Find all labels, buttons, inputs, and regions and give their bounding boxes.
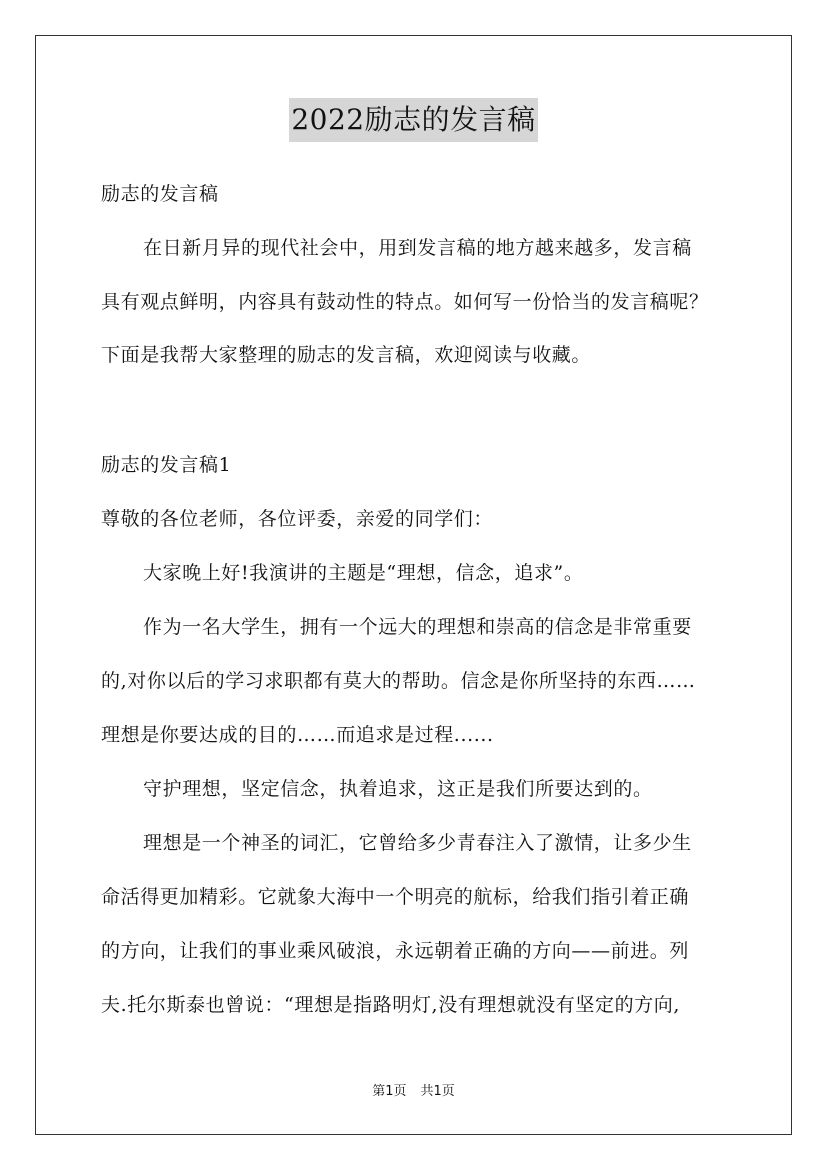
intro-line-3: 下面是我帮大家整理的励志的发言稿，欢迎阅读与收藏。 — [101, 344, 592, 366]
page-footer — [0, 1084, 827, 1100]
speech-heading: 励志的发言稿1 — [101, 454, 232, 476]
salutation: 尊敬的各位老师，各位评委，亲爱的同学们： — [101, 508, 494, 530]
document-title: 2022励志的发言稿 — [289, 98, 537, 142]
para4-line-2: 命活得更加精彩。它就象大海中一个明亮的航标，给我们指引着正确 — [101, 886, 690, 908]
para2-line-3: 理想是你要达成的目的……而追求是过程...... — [101, 724, 494, 746]
intro-line-2: 具有观点鲜明，内容具有鼓动性的特点。如何写一份恰当的发言稿呢？ — [101, 291, 709, 313]
para4-line-3: 的方向，让我们的事业乘风破浪，永远朝着正确的方向——前进。列 — [101, 940, 690, 962]
para2-line-1: 作为一名大学生，拥有一个远大的理想和崇高的信念是非常重要 — [143, 616, 692, 638]
para4-line-4: 夫.托尔斯泰也曾说：“理想是指路明灯,没有理想就没有坚定的方向, — [101, 994, 681, 1016]
title-container — [0, 98, 827, 142]
para3-line: 守护理想，坚定信念，执着追求，这正是我们所要达到的。 — [143, 778, 653, 800]
greeting-line: 大家晚上好!我演讲的主题是“理想，信念，追求”。 — [143, 562, 584, 584]
page-number: 第1页 — [372, 1084, 407, 1099]
page-total: 共1页 — [420, 1084, 455, 1099]
intro-line-1: 在日新月异的现代社会中，用到发言稿的地方越来越多，发言稿 — [143, 237, 692, 259]
para4-line-1: 理想是一个神圣的词汇，它曾给多少青春注入了激情，让多少生 — [143, 832, 692, 854]
section-heading: 励志的发言稿 — [101, 183, 219, 205]
para2-line-2: 的,对你以后的学习求职都有莫大的帮助。信念是你所坚持的东西…… — [101, 670, 696, 692]
